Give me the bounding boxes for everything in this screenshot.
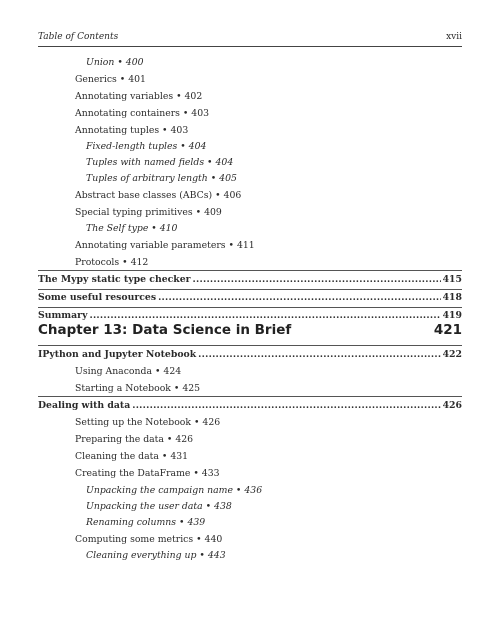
toc-entry[interactable]: Annotating variable parameters • 411 <box>75 240 255 251</box>
section-page: 419 <box>442 310 462 321</box>
chapter-heading[interactable] <box>38 322 462 340</box>
toc-section[interactable] <box>38 274 462 286</box>
toc-entry[interactable]: Unpacking the user data • 438 <box>86 501 232 512</box>
divider <box>38 289 462 290</box>
dot-leader <box>193 274 441 286</box>
toc-entry[interactable]: Annotating variables • 402 <box>75 91 203 102</box>
toc-entry[interactable]: Cleaning everything up • 443 <box>86 550 226 561</box>
toc-section[interactable] <box>38 310 462 322</box>
running-title: Table of Contents <box>38 32 119 42</box>
toc-entry[interactable]: Cleaning the data • 431 <box>75 451 189 462</box>
toc-entry[interactable]: Creating the DataFrame • 433 <box>75 468 220 479</box>
toc-entry[interactable]: Annotating containers • 403 <box>75 108 210 119</box>
divider <box>38 396 462 397</box>
divider <box>38 270 462 271</box>
toc-entry[interactable]: Using Anaconda • 424 <box>75 366 182 377</box>
divider <box>38 307 462 308</box>
toc-entry[interactable]: Protocols • 412 <box>75 257 149 268</box>
toc-section[interactable] <box>38 349 462 361</box>
section-page: 418 <box>442 292 462 303</box>
toc-entry[interactable]: Computing some metrics • 440 <box>75 534 223 545</box>
header-rule <box>38 46 462 47</box>
section-title: IPython and Jupyter Notebook <box>38 349 197 360</box>
toc-entry[interactable]: Tuples with named fields • 404 <box>86 157 234 168</box>
divider <box>38 345 462 346</box>
toc-entry[interactable]: Annotating tuples • 403 <box>75 125 189 136</box>
toc-entry[interactable]: Preparing the data • 426 <box>75 434 194 445</box>
toc-entry[interactable]: Unpacking the campaign name • 436 <box>86 485 263 496</box>
toc-entry[interactable]: Setting up the Notebook • 426 <box>75 417 221 428</box>
section-page: 415 <box>442 274 462 285</box>
chapter-page: 421 <box>433 322 462 338</box>
toc-entry[interactable]: Abstract base classes (ABCs) • 406 <box>75 190 242 201</box>
section-page: 422 <box>442 349 462 360</box>
toc-entry[interactable]: Generics • 401 <box>75 74 146 85</box>
chapter-title: Chapter 13: Data Science in Brief <box>38 322 292 338</box>
toc-entry[interactable]: Fixed-length tuples • 404 <box>86 141 207 152</box>
dot-leader <box>89 310 440 322</box>
toc-section[interactable] <box>38 400 462 412</box>
page-number: xvii <box>446 32 462 42</box>
toc-section[interactable] <box>38 292 462 304</box>
section-title: Dealing with data <box>38 400 131 411</box>
section-title: Summary <box>38 310 88 321</box>
dot-leader <box>198 349 440 361</box>
toc-entry[interactable]: Union • 400 <box>86 57 144 68</box>
toc-entry[interactable]: The Self type • 410 <box>86 223 178 234</box>
toc-entry[interactable]: Renaming columns • 439 <box>86 517 206 528</box>
section-title: The Mypy static type checker <box>38 274 191 285</box>
toc-entry[interactable]: Special typing primitives • 409 <box>75 207 222 218</box>
dot-leader <box>132 400 440 412</box>
toc-entry[interactable]: Tuples of arbitrary length • 405 <box>86 173 237 184</box>
dot-leader <box>158 292 441 304</box>
toc-entry[interactable]: Starting a Notebook • 425 <box>75 383 201 394</box>
section-title: Some useful resources <box>38 292 157 303</box>
section-page: 426 <box>442 400 462 411</box>
